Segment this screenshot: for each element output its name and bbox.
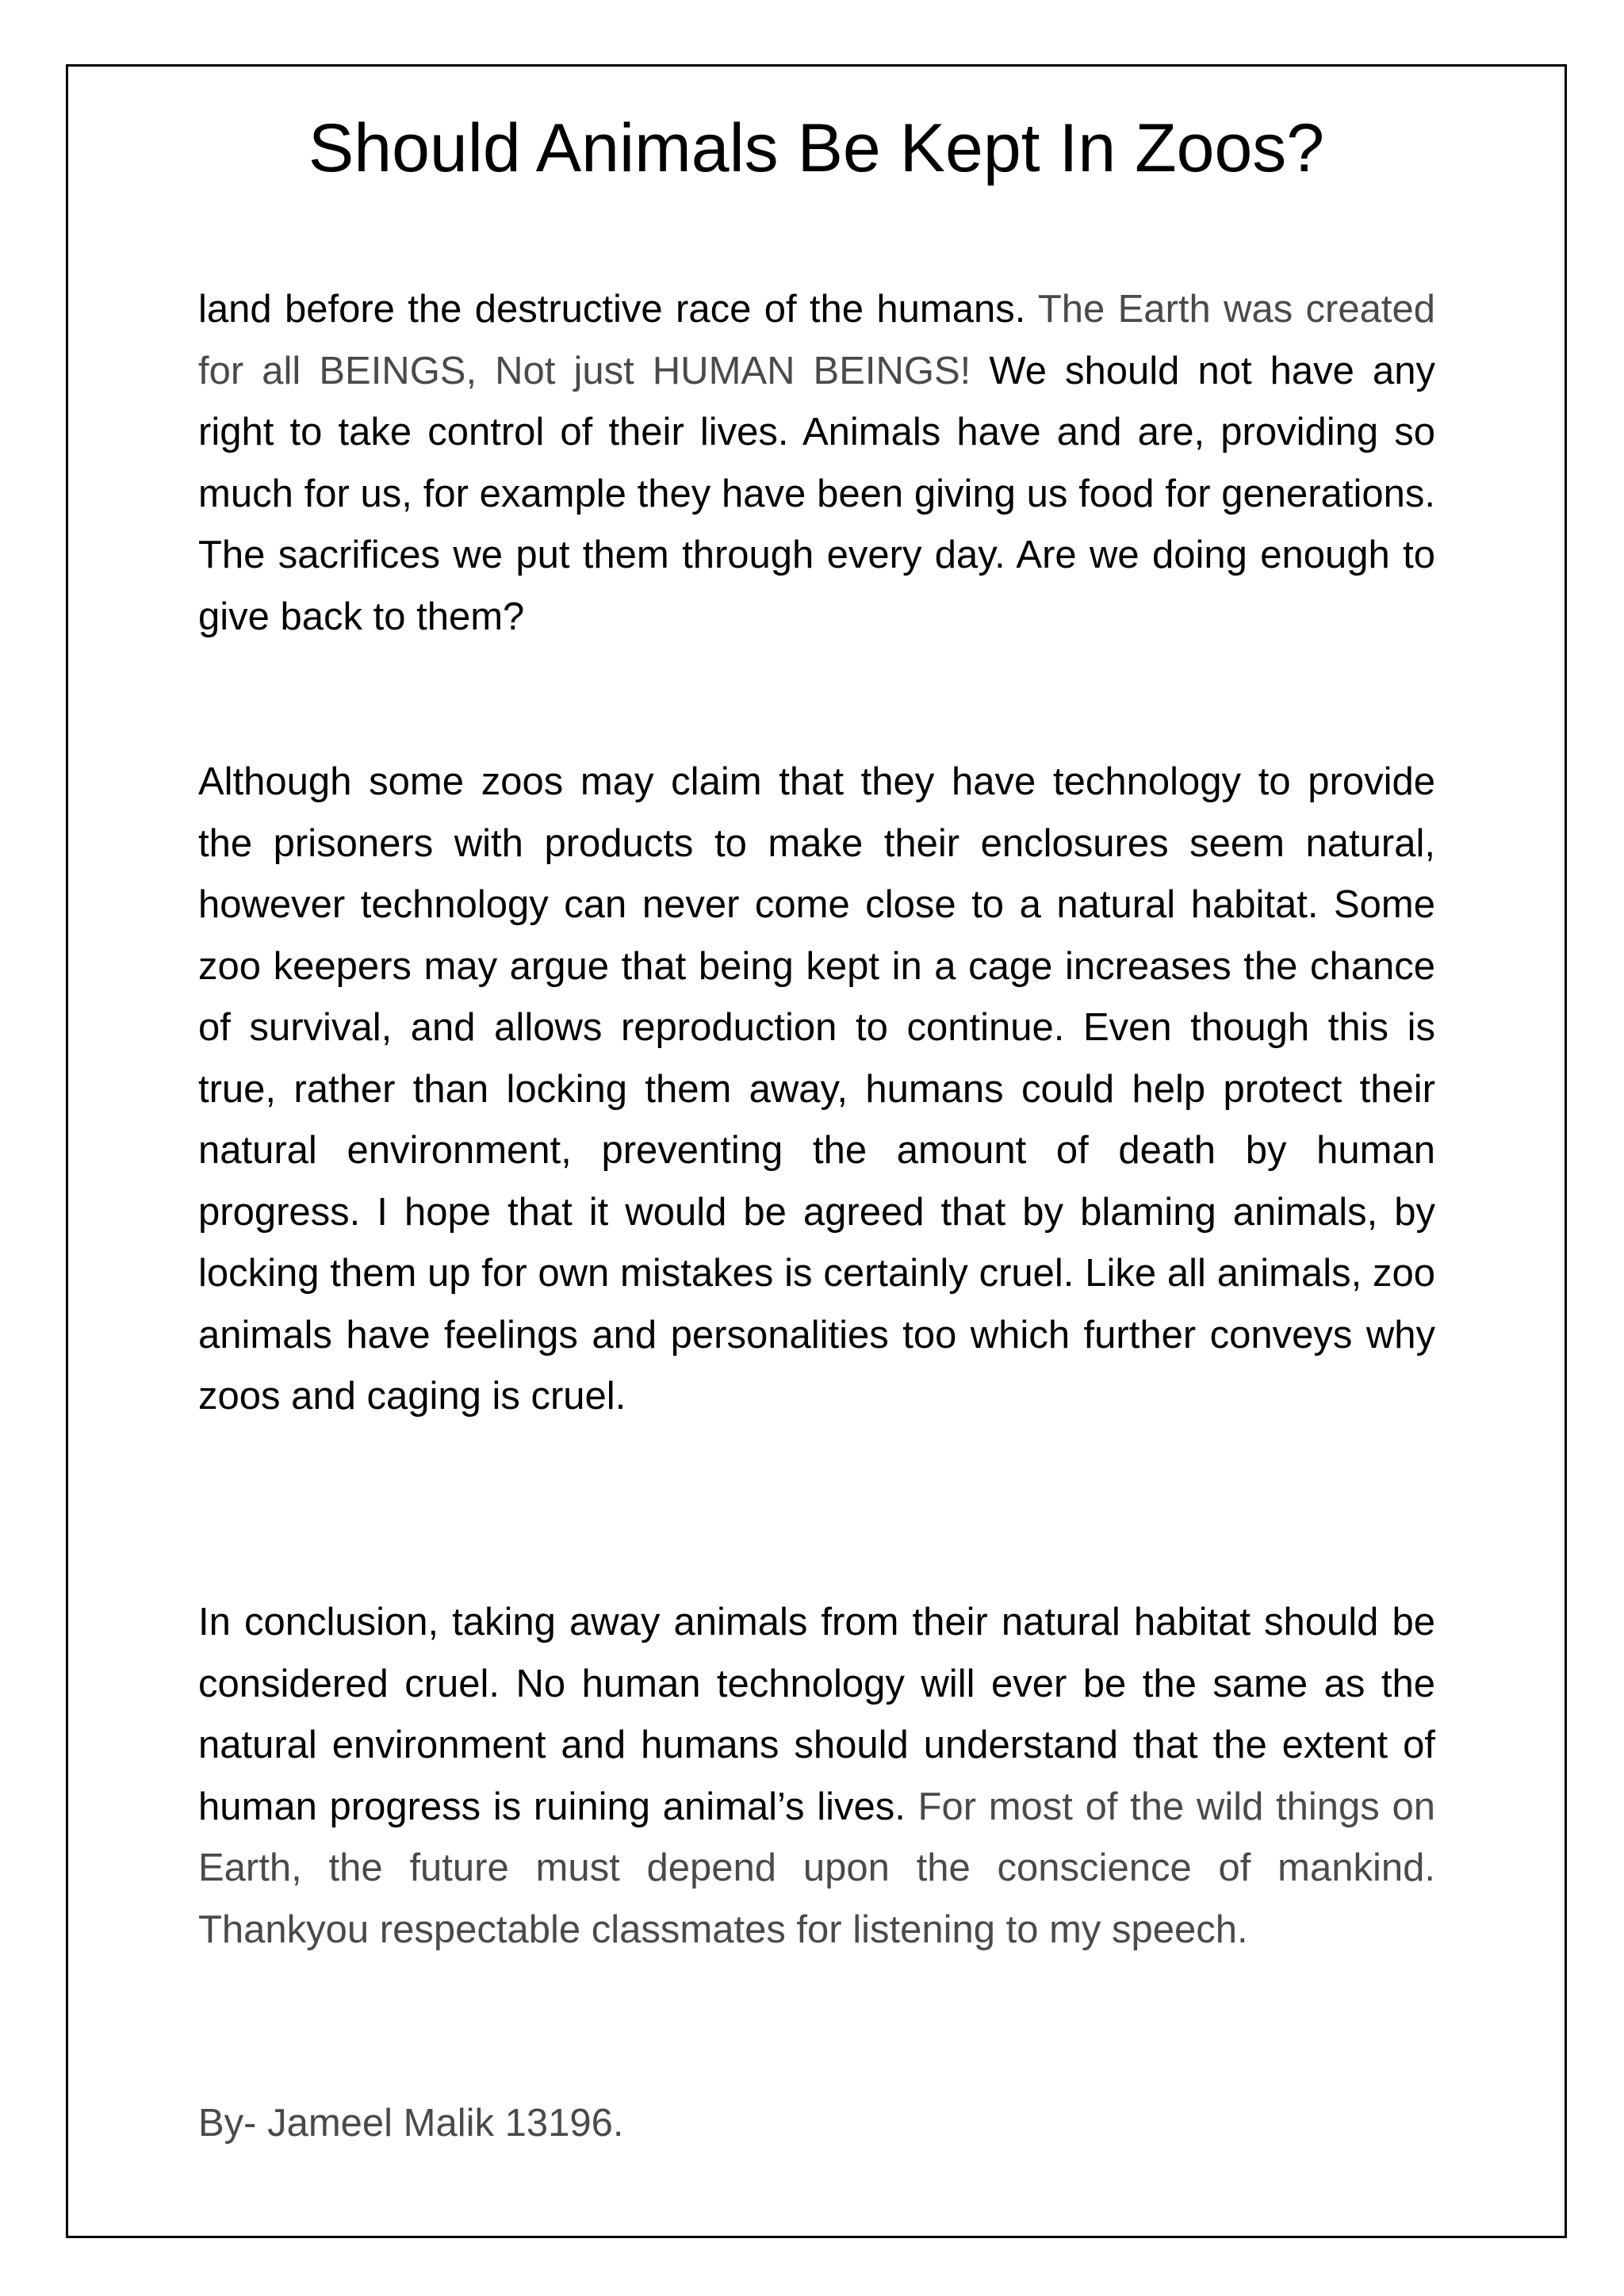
paragraph-3 <box>198 1592 1435 1961</box>
paragraph-1-text-end: We should not have any right to take control of their lives. Animals have and are, providing so much for us, for example they have been giving us food for generations. The sacrifices we put them through every day. Are we doing enough to give back to them? <box>198 349 1435 638</box>
paragraph-3-text-start: In conclusion, taking away animals from their natural habitat should be considered cruel. No human technology will ever be the same as the natural environment and humans should understand that the extent of human progress is ruining animal’s lives. <box>198 1601 1435 1828</box>
page-title: Should Animals Be Kept In Zoos? <box>308 110 1325 186</box>
paragraph-2-text: Although some zoos may claim that they have technology to provide the prisoners with products to make their enclosures seem natural, however technology can never come close to a natural habitat. Some zoo keepers may argue that being kept in a cage increases the chance of survival, and allows reproduction to continue. Even though this is true, rather than locking them away, humans could help protect their natural environment, preventing the amount of death by human progress. I hope that it would be agreed that by blaming animals, by locking them up for own mistakes is certainly cruel. Like all animals, zoo animals have feelings and personalities too which further conveys why zoos and caging is cruel. <box>198 760 1435 1418</box>
paragraph-1-text-start: land before the destructive race of the humans. <box>198 288 1038 331</box>
paragraph-2 <box>198 752 1435 1428</box>
paragraph-3-closing: For most of the wild things on Earth, the future must depend upon the conscience of mankind. Thankyou respectable classmates for listening to my speech. <box>198 1785 1435 1951</box>
paragraph-1 <box>198 279 1435 648</box>
paragraph-1-quote: The Earth was created for all BEINGS, Not just HUMAN BEINGS! <box>198 288 1435 392</box>
author-signature: By- Jameel Malik 13196. <box>198 2102 624 2145</box>
